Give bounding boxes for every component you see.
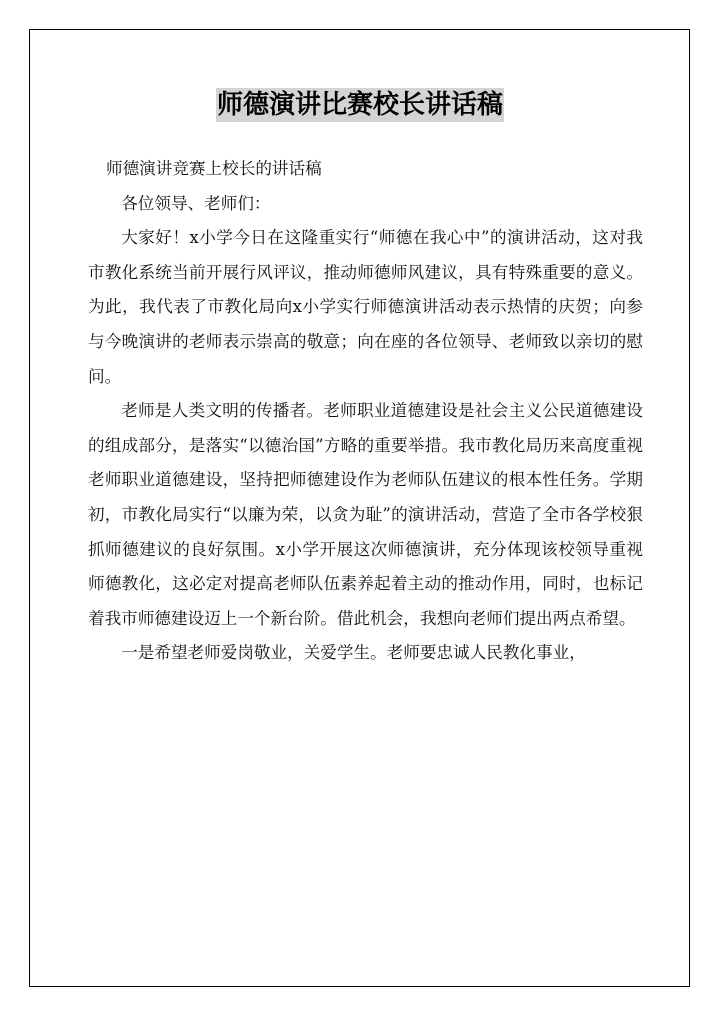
document-subtitle: 师德演讲竞赛上校长的讲话稿 xyxy=(106,159,322,178)
paragraph-3: 一是希望老师爱岗敬业，关爱学生。老师要忠诚人民教化事业， xyxy=(121,643,586,663)
document-body xyxy=(88,152,643,671)
greeting-line: 各位领导、老师们： xyxy=(121,193,271,213)
document-title: 师德演讲比赛校长讲话稿 xyxy=(216,90,503,120)
paragraph-1: 大家好！x小学今日在这隆重实行“师德在我心中”的演讲活动，这对我市教化系统当前开展行风评议，推动师德师风建议，具有特殊重要的意义。为此，我代表了市教化局向x小学实行师德演讲活动表示热情的庆贺；向参与今晚演讲的老师表示崇高的敬意；向在座的各位领导、老师致以亲切的慰问。 xyxy=(88,228,643,386)
title-container xyxy=(0,88,720,122)
paragraph-2: 老师是人类文明的传播者。老师职业道德建设是社会主义公民道德建设的组成部分，是落实“以德治国”方略的重要举措。我市教化局历来高度重视老师职业道德建设，坚持把师德建设作为老师队伍建议的根本性任务。学期初，市教化局实行“以廉为荣，以贪为耻”的演讲活动，营造了全市各学校狠抓师德建议的良好氛围。x小学开展这次师德演讲，充分体现该校领导重视师德教化，这必定对提高老师队伍素养起着主动的推动作用，同时，也标记着我市师德建设迈上一个新台阶。借此机会，我想向老师们提出两点希望。 xyxy=(88,401,643,628)
